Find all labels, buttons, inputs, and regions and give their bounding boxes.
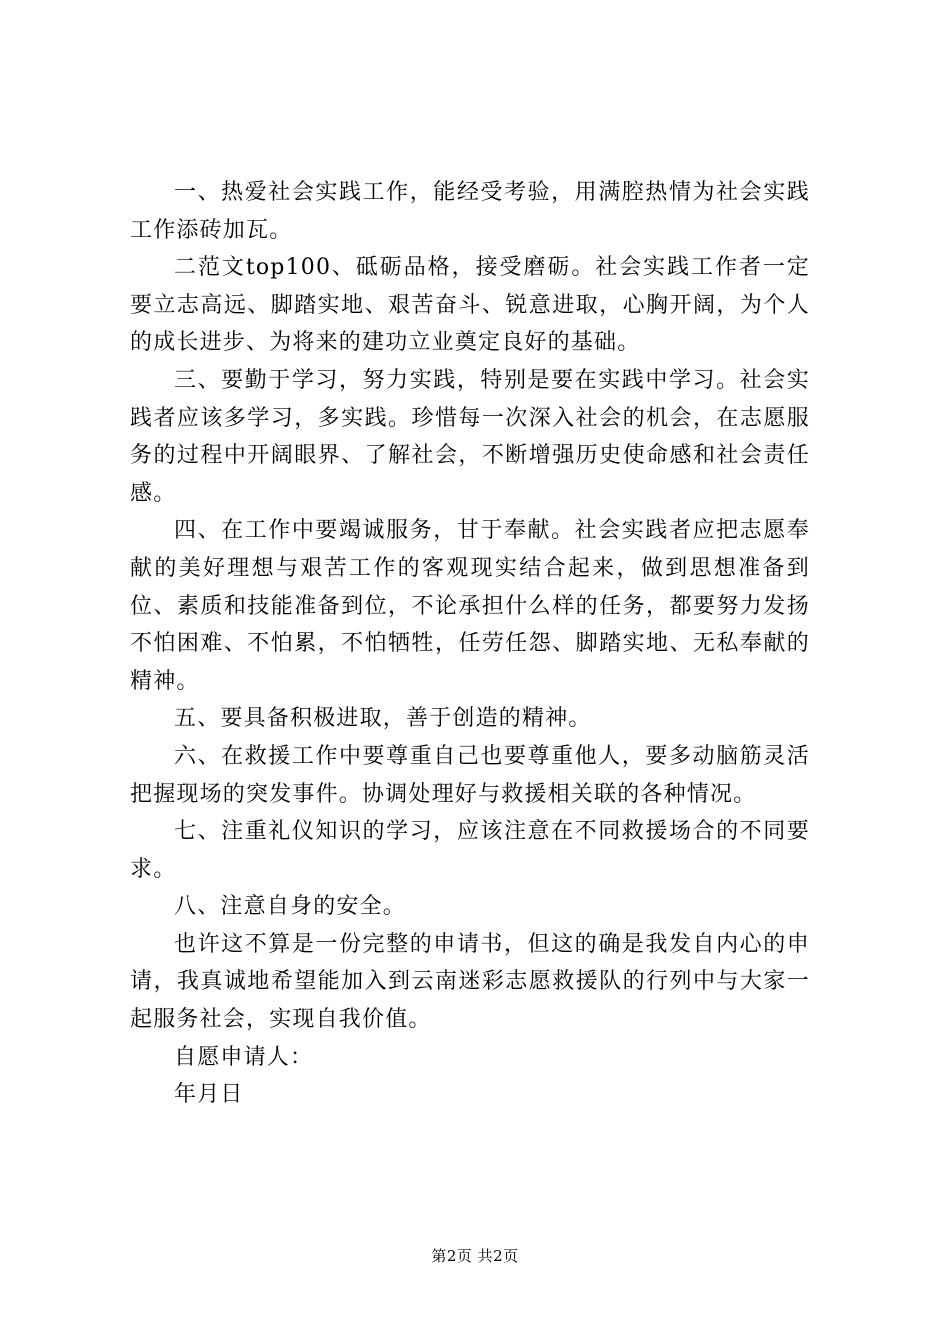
paragraph-3: 三、要勤于学习，努力实践，特别是要在实践中学习。社会实践者应该多学习，多实践。珍惜每一次深入社会的机会，在志愿服务的过程中开阔眼界、了解社会，不断增强历史使命感和社会责任感。 (130, 367, 810, 506)
signature-label: 自愿申请人： (174, 1044, 314, 1070)
paragraph-5: 五、要具备积极进取，善于创造的精神。 (174, 706, 592, 732)
paragraph-9: 也许这不算是一份完整的申请书，但这的确是我发自内心的申请，我真诚地希望能加入到云南迷彩志愿救援队的行列中与大家一起服务社会，实现自我价值。 (130, 931, 810, 1033)
paragraph-8: 八、注意自身的安全。 (174, 894, 407, 920)
paragraph-1: 一、热爱社会实践工作，能经受考验，用满腔热情为社会实践工作添砖加瓦。 (130, 180, 810, 243)
paragraph-2: 二范文top100、砥砺品格，接受磨砺。社会实践工作者一定要立志高远、脚踏实地、艰苦奋斗、锐意进取，心胸开阔，为个人的成长进步、为将来的建功立业奠定良好的基础。 (130, 255, 810, 356)
paragraph-7: 七、注重礼仪知识的学习，应该注意在不同救援场合的不同要求。 (130, 819, 810, 882)
document-body (130, 174, 810, 1114)
page-footer: 第2页 共2页 (431, 1247, 519, 1265)
paragraph-6: 六、在救援工作中要尊重自己也要尊重他人，要多动脑筋灵活把握现场的突发事件。协调处理好与救援相关联的各种情况。 (130, 743, 810, 807)
date-label: 年月日 (174, 1082, 244, 1108)
paragraph-4: 四、在工作中要竭诚服务，甘于奉献。社会实践者应把志愿奉献的美好理想与艰苦工作的客观现实结合起来，做到思想准备到位、素质和技能准备到位，不论承担什么样的任务，都要努力发扬不怕困难、不怕累，不怕牺牲，任劳任怨、脚踏实地、无私奉献的精神。 (130, 518, 810, 694)
